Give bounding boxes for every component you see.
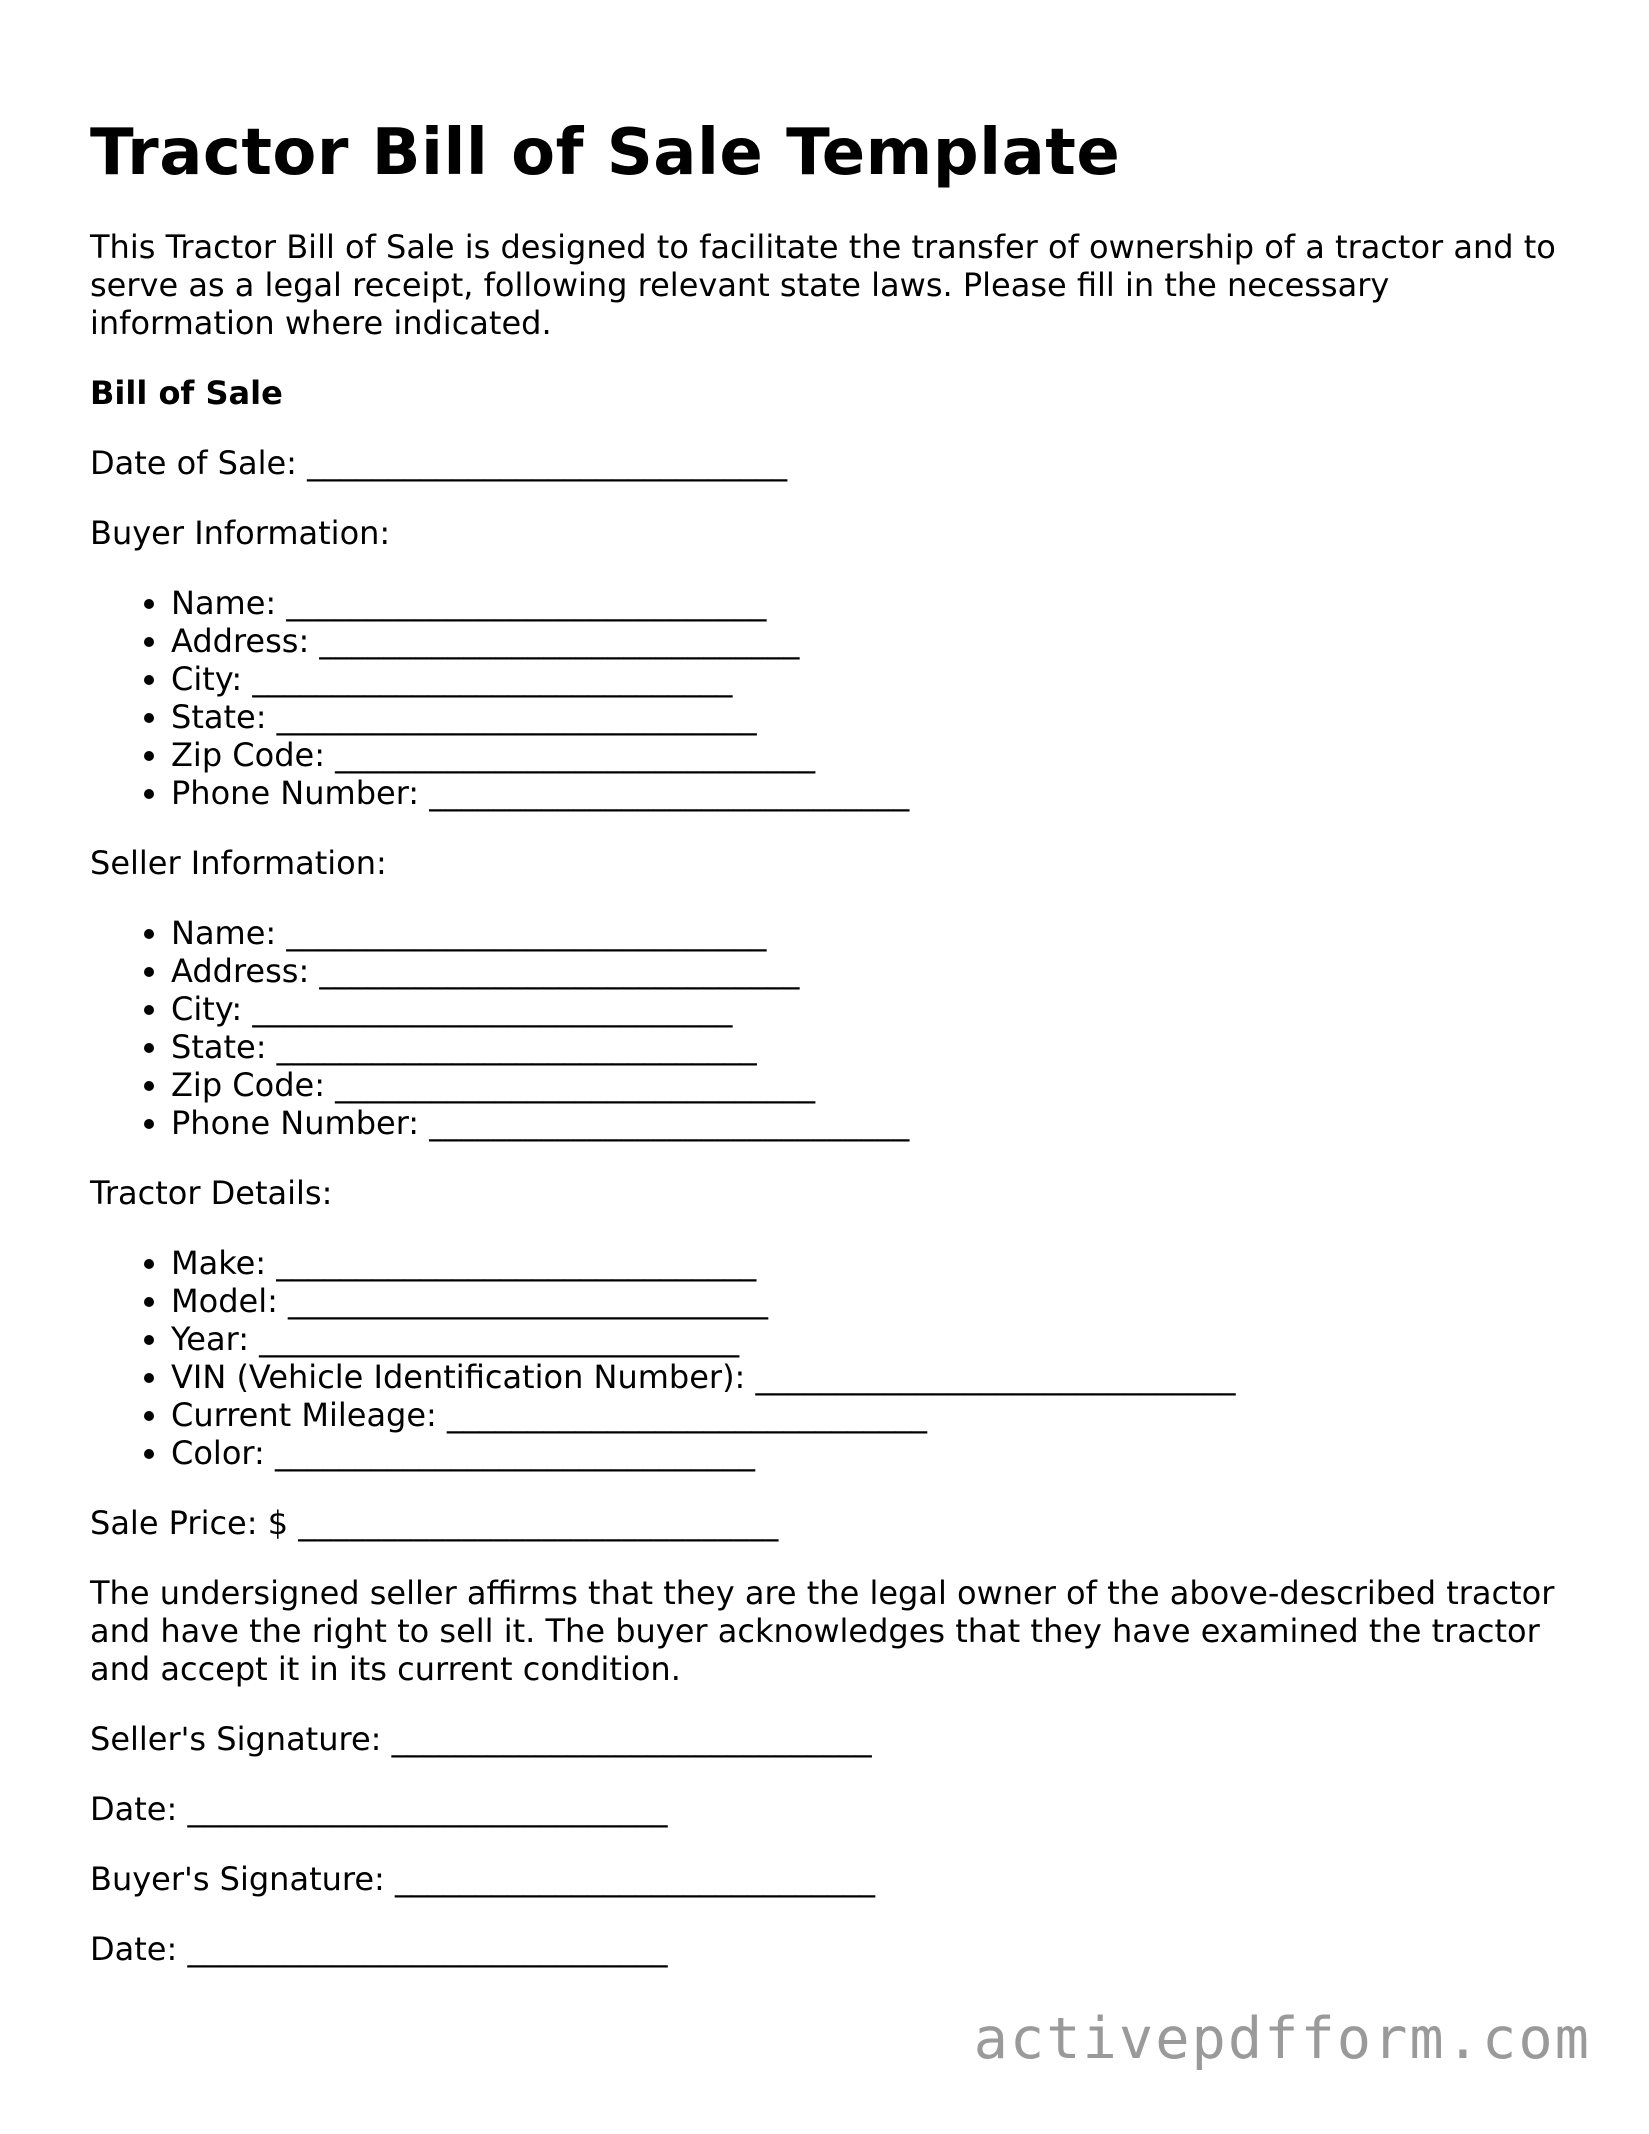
seller-date-field: Date: ______________________________ xyxy=(90,1790,668,1828)
tractor-year-field: • Year: ______________________________ xyxy=(171,1320,1570,1358)
tractor-color-field: • Color: ______________________________ xyxy=(171,1434,1570,1472)
tractor-current-mileage-field: • Current Mileage: ______________________________ xyxy=(171,1396,1570,1434)
buyer-city-field: • City: ______________________________ xyxy=(171,660,1570,698)
tractor-model-field: • Model: ______________________________ xyxy=(171,1282,1570,1320)
seller-information-list xyxy=(90,914,1570,1142)
seller-name-field: • Name: ______________________________ xyxy=(171,914,1570,952)
buyer-zip-code-field: • Zip Code: ______________________________ xyxy=(171,736,1570,774)
tractor-vin-field: • VIN (Vehicle Identification Number): ______________________________ xyxy=(171,1358,1570,1396)
buyer-signature-field: Buyer's Signature: ______________________________ xyxy=(90,1860,875,1898)
document-title: Tractor Bill of Sale Template xyxy=(90,116,1121,190)
buyer-information-heading: Buyer Information: xyxy=(90,514,391,552)
seller-signature-field: Seller's Signature: ______________________________ xyxy=(90,1720,872,1758)
affirmation-paragraph: The undersigned seller affirms that they are the legal owner of the above-described tractor and have the right to sell it. The buyer acknowledges that they have examined the tractor and accept it in its current condition. xyxy=(90,1574,1555,1688)
tractor-details-heading: Tractor Details: xyxy=(90,1174,333,1212)
document-page xyxy=(90,108,1570,2000)
bill-of-sale-heading: Bill of Sale xyxy=(90,374,283,412)
buyer-phone-number-field: • Phone Number: ______________________________ xyxy=(171,774,1570,812)
buyer-name-field: • Name: ______________________________ xyxy=(171,584,1570,622)
seller-state-field: • State: ______________________________ xyxy=(171,1028,1570,1066)
seller-phone-number-field: • Phone Number: ______________________________ xyxy=(171,1104,1570,1142)
tractor-details-list xyxy=(90,1244,1570,1472)
buyer-address-field: • Address: ______________________________ xyxy=(171,622,1570,660)
seller-zip-code-field: • Zip Code: ______________________________ xyxy=(171,1066,1570,1104)
seller-city-field: • City: ______________________________ xyxy=(171,990,1570,1028)
watermark: activepdfform.com xyxy=(973,2006,1591,2072)
seller-information-heading: Seller Information: xyxy=(90,844,387,882)
intro-paragraph: This Tractor Bill of Sale is designed to facilitate the transfer of ownership of a tractor and to serve as a legal receipt, following relevant state laws. Please fill in the necessary information where indicated. xyxy=(90,228,1556,342)
sale-price-field: Sale Price: $ ______________________________ xyxy=(90,1504,779,1542)
buyer-date-field: Date: ______________________________ xyxy=(90,1930,668,1968)
buyer-state-field: • State: ______________________________ xyxy=(171,698,1570,736)
buyer-information-list xyxy=(90,584,1570,812)
tractor-make-field: • Make: ______________________________ xyxy=(171,1244,1570,1282)
date-of-sale-field: Date of Sale: ______________________________ xyxy=(90,444,788,482)
seller-address-field: • Address: ______________________________ xyxy=(171,952,1570,990)
